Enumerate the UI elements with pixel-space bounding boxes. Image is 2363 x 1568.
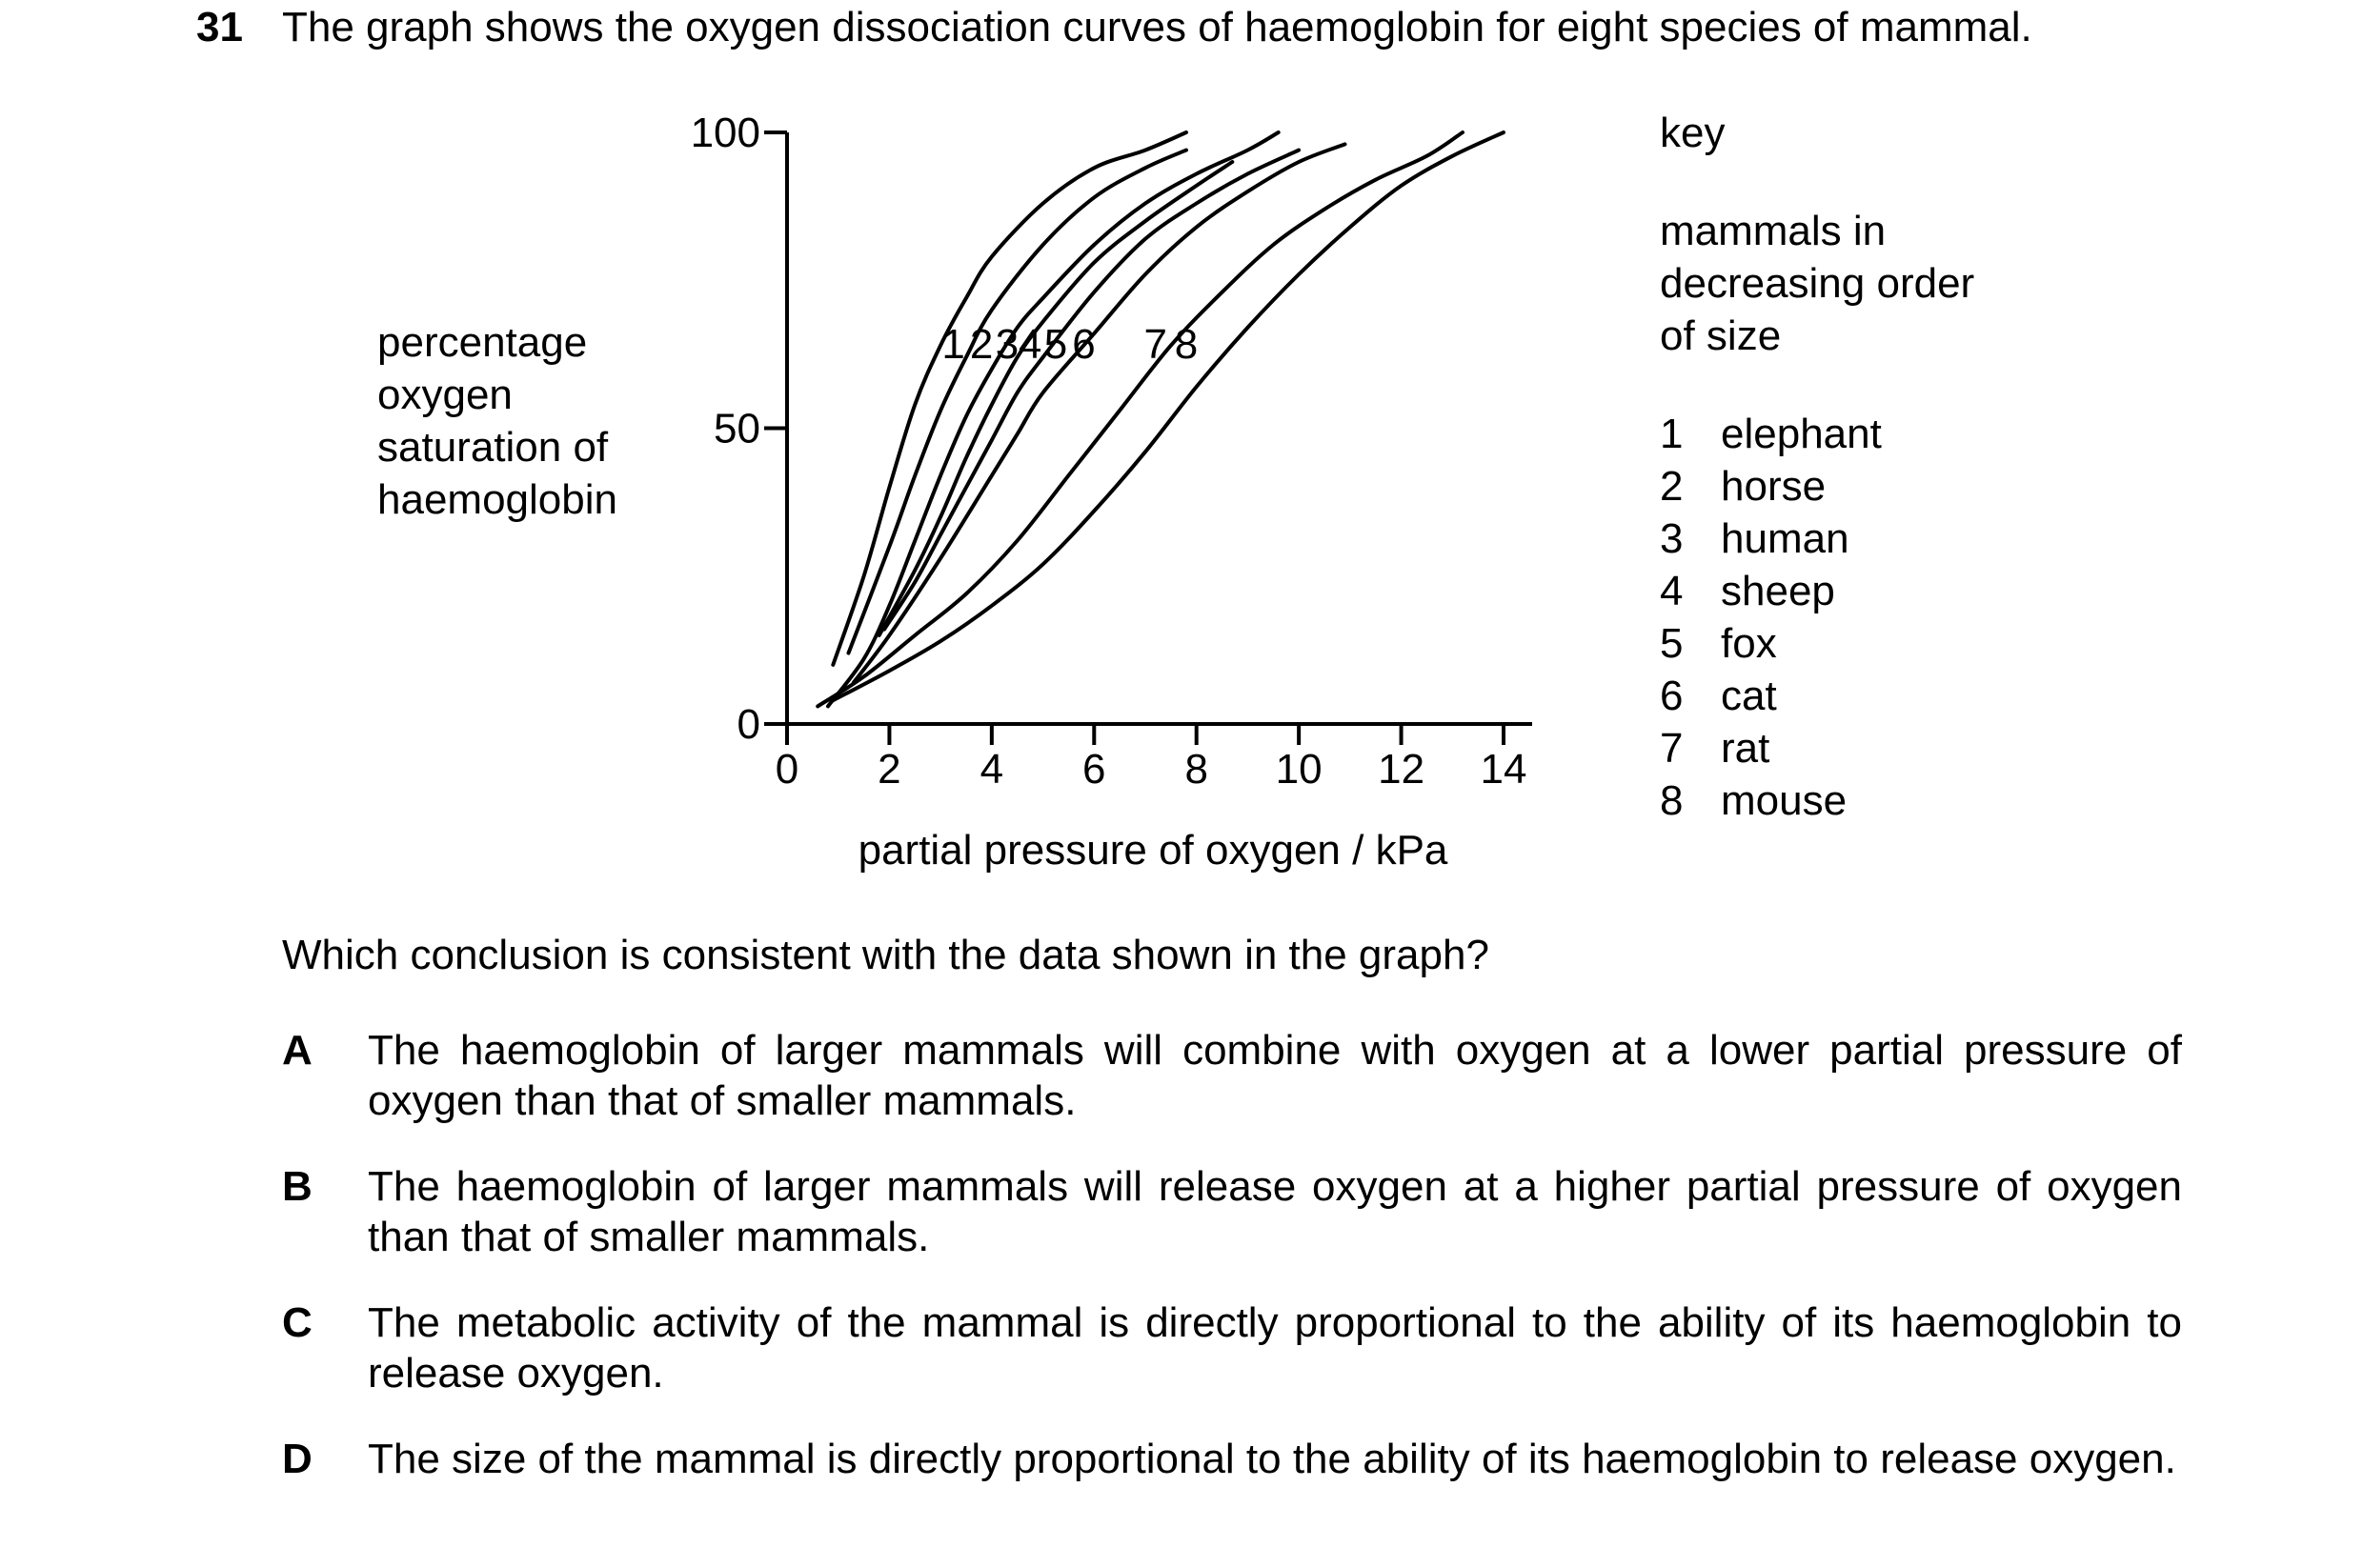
key-entry-number: 8 [1660, 777, 1684, 824]
option-letter: A [282, 1027, 313, 1074]
dissociation-curve [833, 132, 1504, 700]
key-entry [1660, 513, 1974, 565]
x-tick-label: 6 [1082, 746, 1106, 793]
key-heading [1660, 205, 1974, 362]
x-tick-label: 12 [1378, 746, 1425, 793]
answer-options [282, 1025, 2182, 1519]
key-entry [1660, 617, 1974, 670]
x-tick-label: 8 [1184, 746, 1208, 793]
key-entry [1660, 670, 1974, 722]
key-entry-name: sheep [1721, 568, 1835, 614]
option-text: The size of the mammal is directly proportional to the ability of its haemoglobin to release oxygen. [368, 1436, 2176, 1482]
key-heading-line: of size [1660, 312, 1782, 359]
key-entry-number: 4 [1660, 568, 1684, 614]
key-entry [1660, 774, 1974, 827]
key-entry-name: mouse [1721, 777, 1848, 824]
key-entry [1660, 565, 1974, 617]
answer-option-b[interactable] [282, 1161, 2182, 1262]
key-title: key [1660, 110, 1726, 156]
key-entry [1660, 460, 1974, 513]
option-text: The metabolic activity of the mammal is directly proportional to the ability of its haemoglobin to release oxygen. [368, 1299, 2182, 1397]
x-tick-label: 14 [1480, 746, 1527, 793]
x-tick-label: 4 [980, 746, 1004, 793]
key-list [1660, 408, 1974, 827]
key-entry-name: horse [1721, 463, 1827, 510]
chart-axes [691, 110, 1532, 793]
answer-option-a[interactable] [282, 1025, 2182, 1126]
dissociation-curve [818, 132, 1463, 706]
key-entry-name: fox [1721, 620, 1777, 667]
key-entry-name: cat [1721, 673, 1777, 719]
key-heading-line: mammals in [1660, 208, 1887, 254]
curve-label: 4 [1018, 321, 1042, 368]
option-text: The haemoglobin of larger mammals will combine with oxygen at a lower partial pressure of oxygen than that of smaller mammals. [368, 1027, 2182, 1124]
curve-label: 3 [995, 321, 1020, 368]
y-axis-label-line: oxygen [377, 372, 513, 418]
y-axis-label-line: haemoglobin [377, 476, 617, 523]
x-tick-label: 0 [775, 746, 799, 793]
key-entry [1660, 722, 1974, 774]
question-prompt: Which conclusion is consistent with the data shown in the graph? [282, 932, 1489, 978]
key-entry-number: 1 [1660, 411, 1684, 457]
curve-label: 8 [1174, 321, 1199, 368]
answer-option-d[interactable] [282, 1434, 2182, 1484]
dissociation-curve [854, 144, 1345, 682]
key-entry-number: 7 [1660, 725, 1684, 772]
y-tick-label: 50 [714, 405, 760, 452]
option-letter: D [282, 1436, 313, 1482]
curve-label: 1 [941, 321, 965, 368]
y-tick-label: 0 [737, 701, 760, 748]
chart-key [1660, 107, 1974, 827]
chart-curves [818, 132, 1504, 706]
y-tick-label: 100 [690, 110, 760, 156]
key-entry-name: elephant [1721, 411, 1882, 457]
key-entry-number: 3 [1660, 515, 1684, 562]
question-stem: The graph shows the oxygen dissociation curves of haemoglobin for eight species of mammal. [282, 4, 2032, 50]
option-letter: B [282, 1163, 313, 1210]
option-text: The haemoglobin of larger mammals will release oxygen at a higher partial pressure of oxygen than that of smaller mammals. [368, 1163, 2182, 1260]
key-entry-name: rat [1721, 725, 1770, 772]
key-entry-number: 5 [1660, 620, 1684, 667]
x-tick-label: 2 [878, 746, 901, 793]
y-axis-label-line: percentage [377, 319, 588, 366]
curve-label: 2 [969, 321, 994, 368]
y-axis-label-line: saturation of [377, 424, 609, 471]
answer-option-c[interactable] [282, 1297, 2182, 1398]
key-heading-line: decreasing order [1660, 260, 1975, 307]
key-entry-number: 6 [1660, 673, 1684, 719]
key-entry [1660, 408, 1974, 460]
x-tick-label: 10 [1275, 746, 1323, 793]
curve-label: 5 [1043, 321, 1068, 368]
curve-label: 6 [1072, 321, 1096, 368]
question-number: 31 [196, 4, 243, 50]
key-entry-name: human [1721, 515, 1849, 562]
option-letter: C [282, 1299, 313, 1346]
dissociation-curve [884, 151, 1299, 630]
key-entry-number: 2 [1660, 463, 1684, 510]
curve-label: 7 [1143, 321, 1167, 368]
x-axis-label: partial pressure of oxygen / kPa [858, 827, 1448, 874]
